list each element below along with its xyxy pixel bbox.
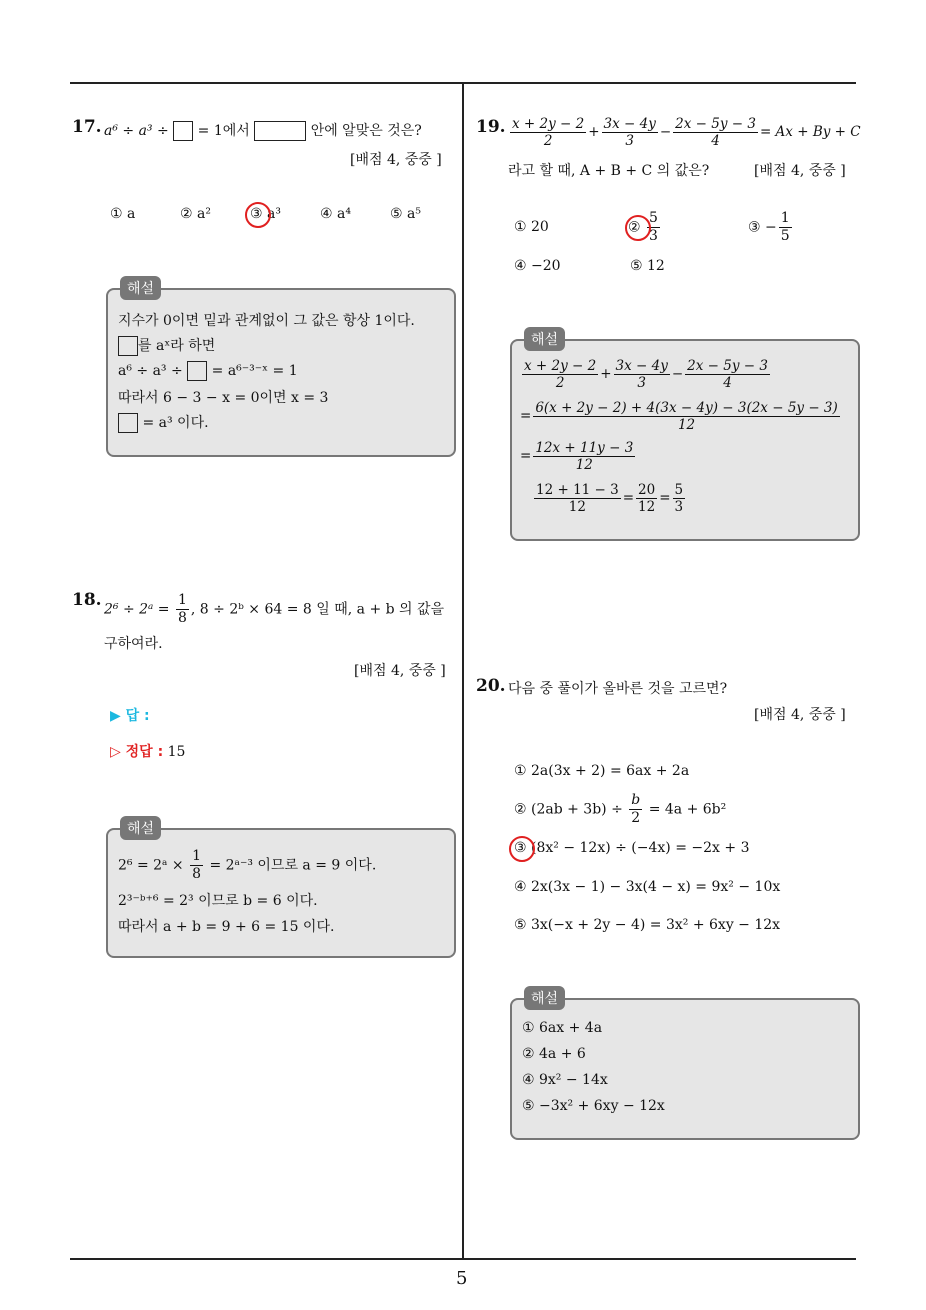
q17-stem-mid: = 1에서 — [197, 123, 250, 139]
q20-number: 20. — [476, 676, 506, 696]
q17-stem-after: 안에 알맞은 것은? — [310, 123, 422, 139]
q17-stem — [104, 120, 422, 141]
q17-expl-line-5: = a³ 이다. — [118, 412, 209, 433]
q17-answer-circle — [245, 202, 271, 228]
q20-expl-line-1: ① 6ax + 4a — [522, 1020, 603, 1036]
q19-choice-2[interactable]: ② $\frac{5}{3}$ — [628, 210, 658, 244]
bottom-rule — [70, 1258, 856, 1260]
q17-expl-line-3: a⁶ ÷ a³ ÷ = a⁶⁻³⁻ˣ = 1 — [118, 363, 298, 379]
q18-answer-label: ▶ 답 : — [110, 708, 150, 724]
q18-stem-2: 구하여라. — [104, 636, 163, 652]
q20-expl-line-4: ⑤ −3x² + 6xy − 12x — [522, 1098, 665, 1114]
q19-expl-line-1: $\frac{x + 2y - 2}{2}$ + $\frac{3x - 4y}{3}$ − $\frac{2x - 5y - 3}{4}$ — [524, 358, 768, 392]
q17-explanation-tag: 해설 — [120, 276, 161, 300]
q17-expl-blank-box-2 — [187, 361, 207, 381]
q17-choice-3[interactable]: ③ a³ — [250, 206, 281, 222]
q20-expl-line-2: ② 4a + 6 — [522, 1046, 586, 1062]
q19-answer-circle — [625, 215, 651, 241]
q17-stem-expr: a⁶ ÷ a³ ÷ — [104, 123, 169, 139]
q20-stem: 다음 중 풀이가 올바른 것을 고르면? — [508, 681, 728, 697]
q19-choice-3[interactable]: ③ − $\frac{1}{5}$ — [748, 210, 790, 244]
q20-choice-4[interactable]: ④ 2x(3x − 1) − 3x(4 − x) = 9x² − 10x — [514, 879, 781, 895]
q17-expl-line-4: 따라서 6 − 3 − x = 0이면 x = 3 — [118, 390, 329, 406]
q17-number: 17. — [72, 117, 102, 137]
q19-choice-4[interactable]: ④ −20 — [514, 258, 561, 274]
q17-choice-1[interactable]: ① a — [110, 206, 136, 222]
q19-expl-line-2: = $\frac{6(x + 2y - 2) + 4(3x - 4y) - 3(2x - 5y - 3)}{12}$ — [520, 400, 838, 434]
q17-expl-blank-box-3 — [118, 413, 138, 433]
q20-choice-1[interactable]: ① 2a(3x + 2) = 6ax + 2a — [514, 763, 690, 779]
q19-stem-2: 라고 할 때, A + B + C 의 값은? — [508, 163, 710, 179]
q20-answer-circle — [509, 836, 535, 862]
q18-expl-line-3: 따라서 a + b = 9 + 6 = 15 이다. — [118, 919, 335, 935]
q18-expl-line-2: 2³⁻ᵇ⁺⁶ = 2³ 이므로 b = 6 이다. — [118, 893, 318, 909]
q19-expl-line-3: = $\frac{12x + 11y - 3}{12}$ — [520, 440, 634, 474]
page-number: 5 — [456, 1268, 468, 1289]
q20-expl-line-3: ④ 9x² − 14x — [522, 1072, 608, 1088]
q19-choice-1[interactable]: ① 20 — [514, 219, 549, 235]
q17-expl-line-1: 지수가 0이면 밑과 관계없이 그 값은 항상 1이다. — [118, 313, 415, 329]
q19-explanation-tag: 해설 — [524, 327, 565, 351]
q17-blank-box — [173, 121, 193, 141]
q17-blank-box-2 — [254, 121, 306, 141]
q18-number: 18. — [72, 590, 102, 610]
q20-explanation-tag: 해설 — [524, 986, 565, 1010]
q19-number: 19. — [476, 117, 506, 137]
q18-correct-value: 15 — [167, 744, 186, 760]
q17-choice-2[interactable]: ② a² — [180, 206, 211, 222]
q17-expl-line-2: 를 aˣ라 하면 — [118, 335, 215, 356]
q20-choice-3[interactable]: ③ (8x² − 12x) ÷ (−4x) = −2x + 3 — [514, 840, 750, 856]
q20-meta: [배점 4, 중중 ] — [754, 707, 846, 723]
q18-stem: 2⁶ ÷ 2ᵃ = $\frac{1}{8}$ , 8 ÷ 2ᵇ × 64 = 8 일 때, a + b 의 값을 — [104, 592, 445, 626]
q18-correct: ▷ 정답 : 15 — [110, 744, 186, 760]
q17-meta: [배점 4, 중중 ] — [350, 152, 442, 168]
q19-choice-5[interactable]: ⑤ 12 — [630, 258, 665, 274]
q20-choice-2[interactable]: ② (2ab + 3b) ÷ $\frac{b}{2}$ = 4a + 6b² — [514, 792, 727, 826]
q17-choice-5[interactable]: ⑤ a⁵ — [390, 206, 421, 222]
q18-expl-line-1: 2⁶ = 2ᵃ × $\frac{1}{8}$ = 2ᵃ⁻³ 이므로 a = 9 이다. — [118, 848, 377, 882]
q20-choice-5[interactable]: ⑤ 3x(−x + 2y − 4) = 3x² + 6xy − 12x — [514, 917, 781, 933]
q18-explanation-tag: 해설 — [120, 816, 161, 840]
q19-meta: [배점 4, 중중 ] — [754, 163, 846, 179]
q18-meta: [배점 4, 중중 ] — [354, 663, 446, 679]
column-divider — [462, 82, 464, 1260]
q17-choice-4[interactable]: ④ a⁴ — [320, 206, 351, 222]
q19-expl-line-4: $\frac{12 + 11 - 3}{12}$ = $\frac{20}{12}$ = $\frac{5}{3}$ — [536, 482, 684, 516]
q19-stem: $\frac{x + 2y - 2}{2}$ + $\frac{3x - 4y}{3}$ − $\frac{2x - 5y - 3}{4}$ = Ax + By + C — [512, 116, 861, 150]
q17-expl-blank-box — [118, 336, 138, 356]
